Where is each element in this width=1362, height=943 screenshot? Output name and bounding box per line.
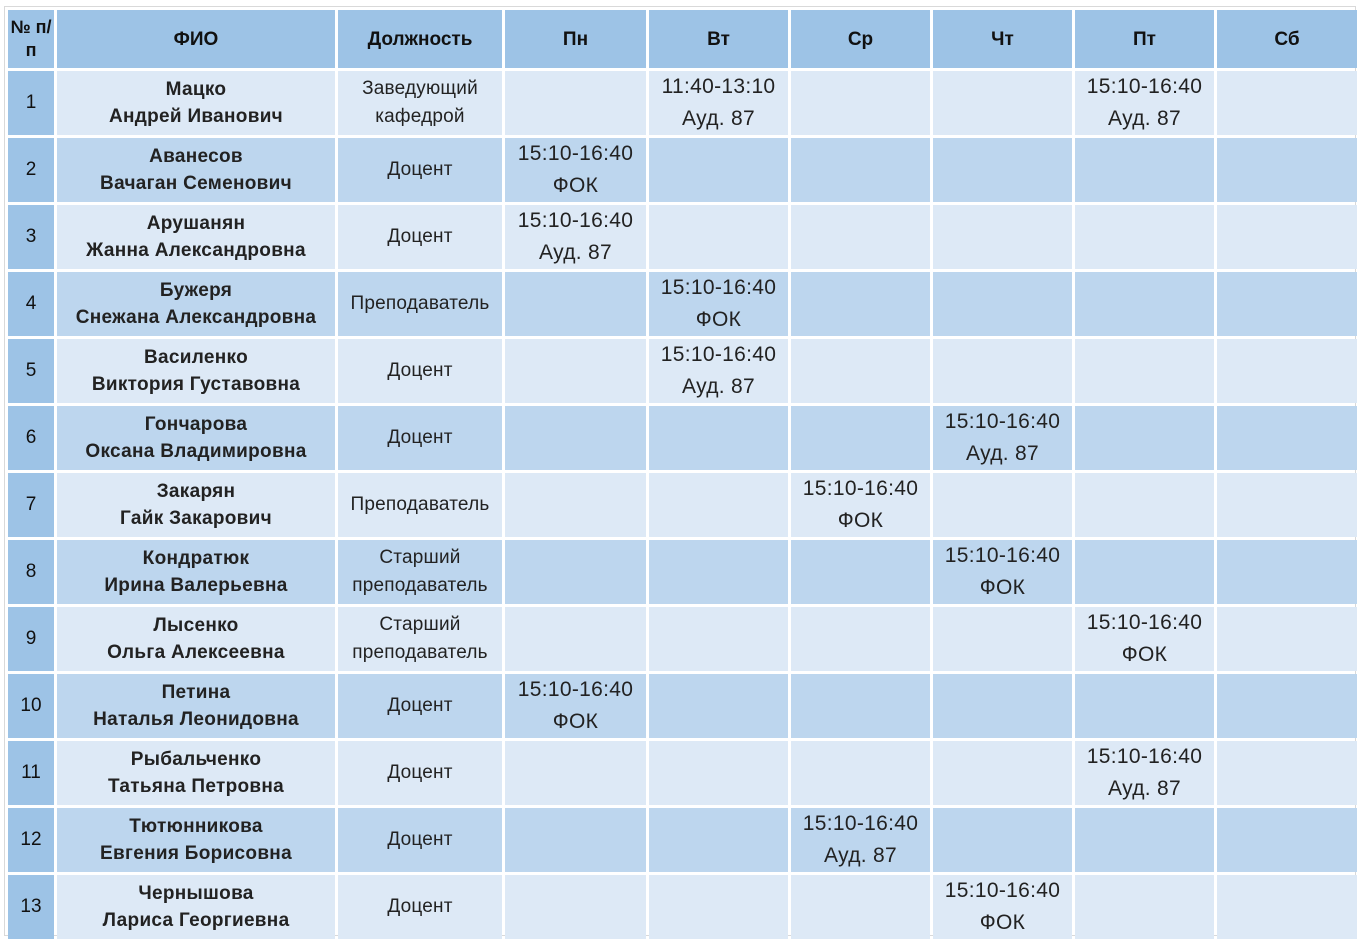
teacher-name-cell <box>57 339 335 403</box>
slot-mon <box>505 71 646 135</box>
teacher-position: Доцент <box>338 205 502 269</box>
slot-wed <box>791 540 930 604</box>
slot-mon <box>505 205 646 269</box>
row-number: 11 <box>8 741 54 805</box>
slot-room: Ауд. 87 <box>1108 107 1181 130</box>
slot-sat <box>1217 741 1357 805</box>
table-row <box>8 607 1357 671</box>
header-row <box>8 10 1357 68</box>
teacher-surname: Закарян <box>156 481 236 502</box>
slot-time: 15:10-16:40 <box>517 142 634 165</box>
row-number: 7 <box>8 473 54 537</box>
slot-mon <box>505 540 646 604</box>
slot-room: ФОК <box>552 710 599 733</box>
slot-time: 15:10-16:40 <box>802 477 919 500</box>
slot-fri <box>1075 741 1214 805</box>
header-day-thu: Чт <box>933 10 1072 68</box>
teacher-position: Доцент <box>338 741 502 805</box>
slot-time: 15:10-16:40 <box>1086 611 1203 634</box>
table-row <box>8 540 1357 604</box>
teacher-surname: Кондратюк <box>142 548 250 569</box>
teacher-name-cell <box>57 607 335 671</box>
slot-thu <box>933 741 1072 805</box>
slot-tue <box>649 808 788 872</box>
slot-time: 15:10-16:40 <box>660 343 777 366</box>
slot-tue <box>649 205 788 269</box>
slot-sat <box>1217 406 1357 470</box>
header-day-tue: Вт <box>649 10 788 68</box>
header-position: Должность <box>338 10 502 68</box>
teacher-name-cell <box>57 540 335 604</box>
slot-thu <box>933 808 1072 872</box>
slot-room: ФОК <box>979 911 1026 934</box>
slot-room: Ауд. 87 <box>539 241 612 264</box>
slot-thu <box>933 540 1072 604</box>
teacher-position: Доцент <box>338 808 502 872</box>
slot-time: 15:10-16:40 <box>1086 75 1203 98</box>
slot-mon <box>505 808 646 872</box>
table-row <box>8 875 1357 939</box>
teacher-name-cell <box>57 205 335 269</box>
slot-time: 15:10-16:40 <box>944 879 1061 902</box>
slot-mon <box>505 741 646 805</box>
slot-time: 15:10-16:40 <box>517 209 634 232</box>
slot-time: 11:40-13:10 <box>661 75 776 98</box>
slot-mon <box>505 272 646 336</box>
header-day-wed: Ср <box>791 10 930 68</box>
teacher-surname: Гончарова <box>144 414 248 435</box>
row-number: 6 <box>8 406 54 470</box>
table-row <box>8 138 1357 202</box>
teacher-position: Доцент <box>338 339 502 403</box>
header-num: № п/п <box>8 10 54 68</box>
teacher-surname: Мацко <box>165 79 227 100</box>
teacher-surname: Рыбальченко <box>130 749 262 770</box>
row-number: 12 <box>8 808 54 872</box>
slot-room: Ауд. 87 <box>682 375 755 398</box>
slot-tue <box>649 272 788 336</box>
slot-sat <box>1217 607 1357 671</box>
slot-sat <box>1217 540 1357 604</box>
slot-wed <box>791 741 930 805</box>
slot-thu <box>933 339 1072 403</box>
slot-wed <box>791 875 930 939</box>
slot-thu <box>933 272 1072 336</box>
table-row <box>8 71 1357 135</box>
teacher-surname: Арушанян <box>146 213 246 234</box>
teacher-name-cell <box>57 138 335 202</box>
slot-sat <box>1217 339 1357 403</box>
slot-fri <box>1075 138 1214 202</box>
slot-wed <box>791 674 930 738</box>
slot-fri <box>1075 607 1214 671</box>
slot-room: ФОК <box>695 308 742 331</box>
slot-room: ФОК <box>979 576 1026 599</box>
slot-tue <box>649 674 788 738</box>
table-row <box>8 205 1357 269</box>
teacher-surname: Чернышова <box>138 883 254 904</box>
slot-wed <box>791 808 930 872</box>
slot-mon <box>505 473 646 537</box>
slot-room: ФОК <box>552 174 599 197</box>
slot-time: 15:10-16:40 <box>1086 745 1203 768</box>
slot-fri <box>1075 674 1214 738</box>
table-row <box>8 272 1357 336</box>
slot-thu <box>933 138 1072 202</box>
header-fio: ФИО <box>57 10 335 68</box>
slot-sat <box>1217 272 1357 336</box>
slot-sat <box>1217 138 1357 202</box>
teacher-given-names: Татьяна Петровна <box>107 776 285 797</box>
slot-wed <box>791 473 930 537</box>
row-number: 8 <box>8 540 54 604</box>
slot-room: ФОК <box>1121 643 1168 666</box>
slot-room: Ауд. 87 <box>682 107 755 130</box>
slot-fri <box>1075 205 1214 269</box>
teacher-name-cell <box>57 674 335 738</box>
slot-sat <box>1217 875 1357 939</box>
teacher-position: Старший преподаватель <box>338 540 502 604</box>
teacher-given-names: Виктория Густавовна <box>91 374 301 395</box>
teacher-given-names: Гайк Закарович <box>120 508 272 529</box>
row-number: 5 <box>8 339 54 403</box>
schedule-table <box>5 7 1360 942</box>
slot-thu <box>933 674 1072 738</box>
row-number: 13 <box>8 875 54 939</box>
slot-mon <box>505 339 646 403</box>
teacher-given-names: Ольга Алексеевна <box>107 642 285 663</box>
slot-tue <box>649 607 788 671</box>
teacher-name-cell <box>57 875 335 939</box>
slot-wed <box>791 607 930 671</box>
teacher-given-names: Снежана Александровна <box>75 307 317 328</box>
slot-wed <box>791 71 930 135</box>
slot-room: Ауд. 87 <box>1108 777 1181 800</box>
slot-time: 15:10-16:40 <box>944 544 1061 567</box>
slot-thu <box>933 473 1072 537</box>
teacher-name-cell <box>57 71 335 135</box>
slot-sat <box>1217 71 1357 135</box>
teacher-given-names: Наталья Леонидовна <box>93 709 299 730</box>
slot-room: Ауд. 87 <box>966 442 1039 465</box>
teacher-position: Доцент <box>338 875 502 939</box>
slot-tue <box>649 339 788 403</box>
slot-room: ФОК <box>837 509 884 532</box>
header-day-sat: Сб <box>1217 10 1357 68</box>
row-number: 1 <box>8 71 54 135</box>
slot-wed <box>791 138 930 202</box>
slot-mon <box>505 138 646 202</box>
slot-time: 15:10-16:40 <box>660 276 777 299</box>
slot-fri <box>1075 272 1214 336</box>
row-number: 3 <box>8 205 54 269</box>
slot-mon <box>505 674 646 738</box>
slot-wed <box>791 406 930 470</box>
teacher-given-names: Оксана Владимировна <box>85 441 307 462</box>
teacher-given-names: Вачаган Семенович <box>100 173 292 194</box>
header-day-mon: Пн <box>505 10 646 68</box>
slot-sat <box>1217 674 1357 738</box>
slot-thu <box>933 607 1072 671</box>
table-row <box>8 406 1357 470</box>
slot-thu <box>933 406 1072 470</box>
teacher-surname: Василенко <box>144 347 248 368</box>
slot-sat <box>1217 473 1357 537</box>
teacher-name-cell <box>57 406 335 470</box>
slot-fri <box>1075 339 1214 403</box>
teacher-surname: Бужеря <box>159 280 233 301</box>
slot-time: 15:10-16:40 <box>944 410 1061 433</box>
slot-fri <box>1075 875 1214 939</box>
teacher-given-names: Ирина Валерьевна <box>104 575 288 596</box>
slot-thu <box>933 205 1072 269</box>
slot-thu <box>933 71 1072 135</box>
row-number: 9 <box>8 607 54 671</box>
slot-mon <box>505 406 646 470</box>
teacher-position: Преподаватель <box>338 473 502 537</box>
table-row <box>8 473 1357 537</box>
teacher-position: Преподаватель <box>338 272 502 336</box>
teacher-position: Доцент <box>338 406 502 470</box>
table-row <box>8 339 1357 403</box>
teacher-position: Доцент <box>338 138 502 202</box>
teacher-given-names: Жанна Александровна <box>86 240 306 261</box>
slot-wed <box>791 339 930 403</box>
row-number: 2 <box>8 138 54 202</box>
slot-mon <box>505 607 646 671</box>
teacher-position: Заведующий кафедрой <box>338 71 502 135</box>
teacher-given-names: Евгения Борисовна <box>100 843 292 864</box>
teacher-name-cell <box>57 808 335 872</box>
teacher-surname: Аванесов <box>149 146 243 167</box>
slot-sat <box>1217 808 1357 872</box>
teacher-surname: Лысенко <box>153 615 239 636</box>
slot-tue <box>649 741 788 805</box>
table-row <box>8 741 1357 805</box>
slot-fri <box>1075 540 1214 604</box>
slot-tue <box>649 540 788 604</box>
teacher-surname: Петина <box>161 682 231 703</box>
slot-wed <box>791 272 930 336</box>
slot-tue <box>649 406 788 470</box>
row-number: 10 <box>8 674 54 738</box>
slot-time: 15:10-16:40 <box>802 812 919 835</box>
teacher-given-names: Лариса Георгиевна <box>102 910 290 931</box>
teacher-name-cell <box>57 473 335 537</box>
teacher-position: Доцент <box>338 674 502 738</box>
slot-fri <box>1075 406 1214 470</box>
slot-sat <box>1217 205 1357 269</box>
schedule-sheet <box>4 6 1356 936</box>
row-number: 4 <box>8 272 54 336</box>
slot-tue <box>649 71 788 135</box>
teacher-given-names: Андрей Иванович <box>108 106 283 127</box>
teacher-name-cell <box>57 272 335 336</box>
slot-mon <box>505 875 646 939</box>
slot-wed <box>791 205 930 269</box>
slot-fri <box>1075 71 1214 135</box>
table-row <box>8 808 1357 872</box>
table-row <box>8 674 1357 738</box>
slot-time: 15:10-16:40 <box>517 678 634 701</box>
slot-fri <box>1075 808 1214 872</box>
slot-tue <box>649 138 788 202</box>
header-day-fri: Пт <box>1075 10 1214 68</box>
teacher-position: Старший преподаватель <box>338 607 502 671</box>
slot-tue <box>649 875 788 939</box>
slot-thu <box>933 875 1072 939</box>
teacher-name-cell <box>57 741 335 805</box>
slot-tue <box>649 473 788 537</box>
slot-room: Ауд. 87 <box>824 844 897 867</box>
slot-fri <box>1075 473 1214 537</box>
teacher-surname: Тютюнникова <box>129 816 263 837</box>
